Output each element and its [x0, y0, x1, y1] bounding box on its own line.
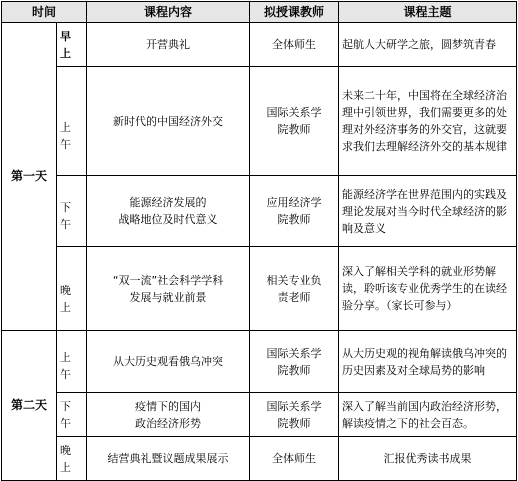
table-row — [2, 393, 517, 437]
course-content-line: 战略地位及时代意义 — [118, 213, 218, 226]
table-row — [2, 247, 517, 331]
header-teacher: 拟授课教师 — [250, 2, 339, 23]
course-content — [87, 393, 250, 437]
period-char: 上 — [60, 121, 71, 134]
teacher-cell — [250, 437, 339, 481]
period-char: 早 — [60, 29, 71, 43]
course-content-line: “双一流”社会科学学科 — [112, 273, 224, 287]
day-label: 第一天 — [2, 23, 57, 331]
course-theme: 能源经济学在世界范围内的实践及理论发展对当今时代全球经济的影响及意义 — [339, 176, 517, 247]
teacher-cell — [250, 247, 339, 331]
period-cell — [57, 176, 87, 247]
course-theme: 未来二十年，中国将在全球经济治理中引领世界，我们需要更多的处理对外经济事务的外交官，这就要求我们去理解经济外交的基本规律 — [339, 67, 517, 176]
period-char: 下 — [60, 399, 71, 413]
period-char: 上 — [60, 300, 71, 314]
table-row — [2, 331, 517, 393]
period-char: 午 — [60, 138, 71, 151]
period-cell — [57, 67, 87, 176]
teacher-line: 国际关系学 — [266, 346, 322, 360]
period-char: 上 — [60, 46, 71, 60]
teacher-line: 相关专业负 — [266, 273, 322, 287]
course-theme: 起航人大研学之旅，圆梦筑青春 — [339, 23, 517, 67]
teacher-line: 国际关系学 — [266, 399, 322, 413]
period-cell — [57, 23, 87, 67]
teacher-line: 院教师 — [277, 363, 311, 377]
day-label: 第二天 — [2, 331, 57, 481]
course-content — [87, 67, 250, 176]
course-content-line: 能源经济发展的 — [129, 196, 207, 209]
course-content — [87, 247, 250, 331]
header-time: 时间 — [2, 2, 87, 23]
teacher-cell — [250, 331, 339, 393]
teacher-line: 应用经济学 — [266, 196, 322, 209]
course-theme: 从大历史观的视角解读俄乌冲突的历史因素及对全球局势的影响 — [339, 331, 517, 393]
period-char: 晚 — [60, 443, 71, 457]
header-row — [2, 2, 517, 23]
course-content-line: 疫情下的国内 — [135, 399, 202, 413]
course-content — [87, 176, 250, 247]
course-content-line: 结营典礼暨议题成果展示 — [107, 452, 229, 465]
period-cell — [57, 247, 87, 331]
course-content-line: 政治经济形势 — [135, 416, 202, 430]
period-char: 下 — [60, 201, 71, 214]
table-row — [2, 23, 517, 67]
teacher-line: 院教师 — [277, 213, 311, 226]
course-theme: 深入了解相关学科的就业形势解读，聆听该专业优秀学生的在读经验分享。（家长可参与） — [339, 247, 517, 331]
table-row — [2, 437, 517, 481]
teacher-line: 国际关系学 — [266, 106, 322, 119]
period-cell — [57, 331, 87, 393]
period-char: 午 — [60, 416, 71, 430]
teacher-line: 全体师生 — [272, 38, 317, 51]
schedule-table — [1, 1, 517, 481]
course-content — [87, 331, 250, 393]
period-char: 上 — [60, 350, 71, 364]
course-theme: 深入了解当前国内政治经济形势，解读疫情之下的社会百态。 — [339, 393, 517, 437]
table-row — [2, 67, 517, 176]
teacher-line: 全体师生 — [272, 452, 317, 465]
teacher-cell — [250, 67, 339, 176]
teacher-cell — [250, 176, 339, 247]
period-cell — [57, 393, 87, 437]
teacher-cell — [250, 393, 339, 437]
period-char: 晚 — [60, 283, 71, 297]
period-char: 午 — [60, 367, 71, 381]
teacher-line: 院教师 — [277, 416, 311, 430]
course-content — [87, 23, 250, 67]
table-row — [2, 176, 517, 247]
course-content-line: 发展与就业前景 — [129, 290, 207, 304]
teacher-cell — [250, 23, 339, 67]
course-content-line: 从大历史观看俄乌冲突 — [113, 355, 224, 368]
course-content — [87, 437, 250, 481]
course-theme: 汇报优秀读书成果 — [339, 437, 517, 481]
course-content-line: 开营典礼 — [146, 38, 191, 51]
header-content: 课程内容 — [87, 2, 250, 23]
header-theme: 课程主题 — [339, 2, 517, 23]
period-cell — [57, 437, 87, 481]
teacher-line: 院教师 — [277, 123, 311, 136]
period-char: 上 — [60, 460, 71, 474]
period-char: 午 — [60, 218, 71, 231]
teacher-line: 责老师 — [277, 290, 311, 304]
course-content-line: 新时代的中国经济外交 — [113, 114, 224, 128]
